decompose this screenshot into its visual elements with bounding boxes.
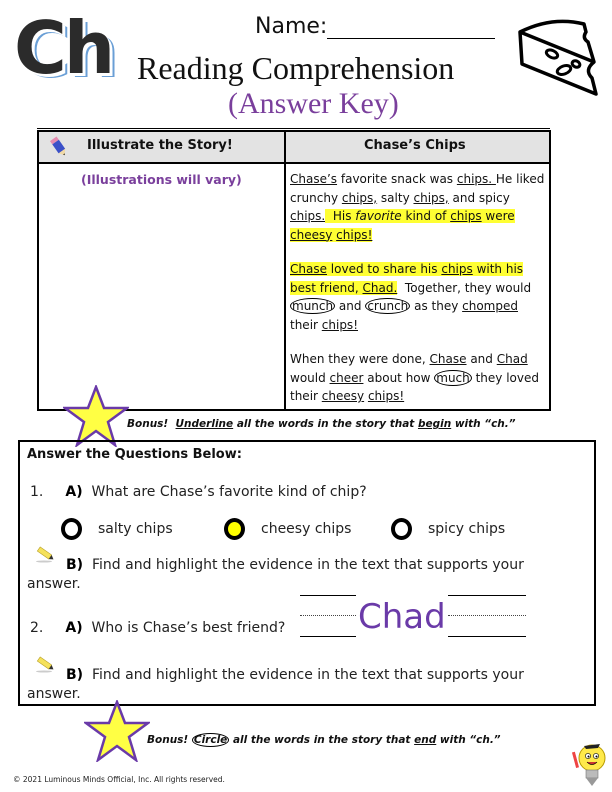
cheese-icon — [512, 12, 602, 112]
option-salty-chips[interactable]: salty chips — [61, 518, 173, 540]
answer-top-line-left — [300, 595, 356, 596]
bonus-underline-instruction: Bonus! Underline all the words in the story that begin with “ch.” — [127, 418, 516, 430]
answer-text: Chad — [358, 597, 446, 637]
illustrate-header: Illustrate the Story! — [87, 138, 233, 153]
option-spicy-chips[interactable]: spicy chips — [391, 518, 505, 540]
answer-base-line-right — [448, 636, 526, 637]
illustration-note: (Illustrations will vary) — [81, 172, 242, 187]
header-divider — [37, 128, 550, 129]
story-paragraph-1: Chase’s favorite snack was chips. He liked crunchy chips, salty chips, and spicy chips. His favorite kind of chips were cheesy chips! — [290, 172, 545, 242]
option-cheesy-chips[interactable]: cheesy chips — [224, 518, 351, 540]
radio-spicy-chips[interactable] — [391, 518, 412, 540]
bonus-circle-instruction: Bonus! Circle all the words in the story that end with “ch.” — [147, 734, 501, 746]
star-icon — [63, 385, 129, 447]
answer-field-q2[interactable] — [298, 595, 528, 637]
questions-heading: Answer the Questions Below: — [27, 447, 242, 462]
story-paragraph-2: Chase loved to share his chips with his best friend, Chad. Together, they would munch and crunch as they chomped their chips! — [290, 262, 532, 332]
ch-logo: Ch — [14, 6, 113, 90]
column-divider — [284, 132, 286, 409]
story-title-header: Chase’s Chips — [364, 138, 466, 153]
story-paragraph-3: When they were done, Chase and Chad would cheer about how much they loved their cheesy chips! — [290, 352, 539, 403]
question-1a: 1. A) What are Chase’s favorite kind of chip? — [30, 484, 367, 500]
radio-salty-chips[interactable] — [61, 518, 82, 540]
answer-top-line-right — [448, 595, 526, 596]
question-2b: B) Find and highlight the evidence in the text that supports your answer. — [27, 667, 524, 702]
name-field[interactable] — [255, 14, 495, 39]
answer-mid-dots-right — [448, 615, 526, 616]
pencil-icon — [49, 136, 69, 158]
answer-mid-dots-left — [300, 615, 356, 616]
question-1b: B) Find and highlight the evidence in the text that supports your answer. — [27, 557, 524, 592]
story-table — [37, 130, 551, 411]
page-subtitle: (Answer Key) — [228, 87, 399, 120]
name-label: Name: — [255, 14, 328, 39]
copyright: © 2021 Luminous Minds Official, Inc. All rights reserved. — [13, 775, 225, 784]
question-2a: 2. A) Who is Chase’s best friend? — [30, 620, 286, 636]
lightbulb-mascot-icon — [572, 738, 608, 790]
star-icon — [84, 700, 150, 762]
page-title: Reading Comprehension — [137, 50, 455, 86]
story-text — [290, 170, 545, 422]
answer-base-line-left — [300, 636, 356, 637]
name-blank-line[interactable] — [327, 18, 495, 39]
story-table-header — [39, 132, 549, 164]
radio-cheesy-chips[interactable] — [224, 518, 245, 540]
